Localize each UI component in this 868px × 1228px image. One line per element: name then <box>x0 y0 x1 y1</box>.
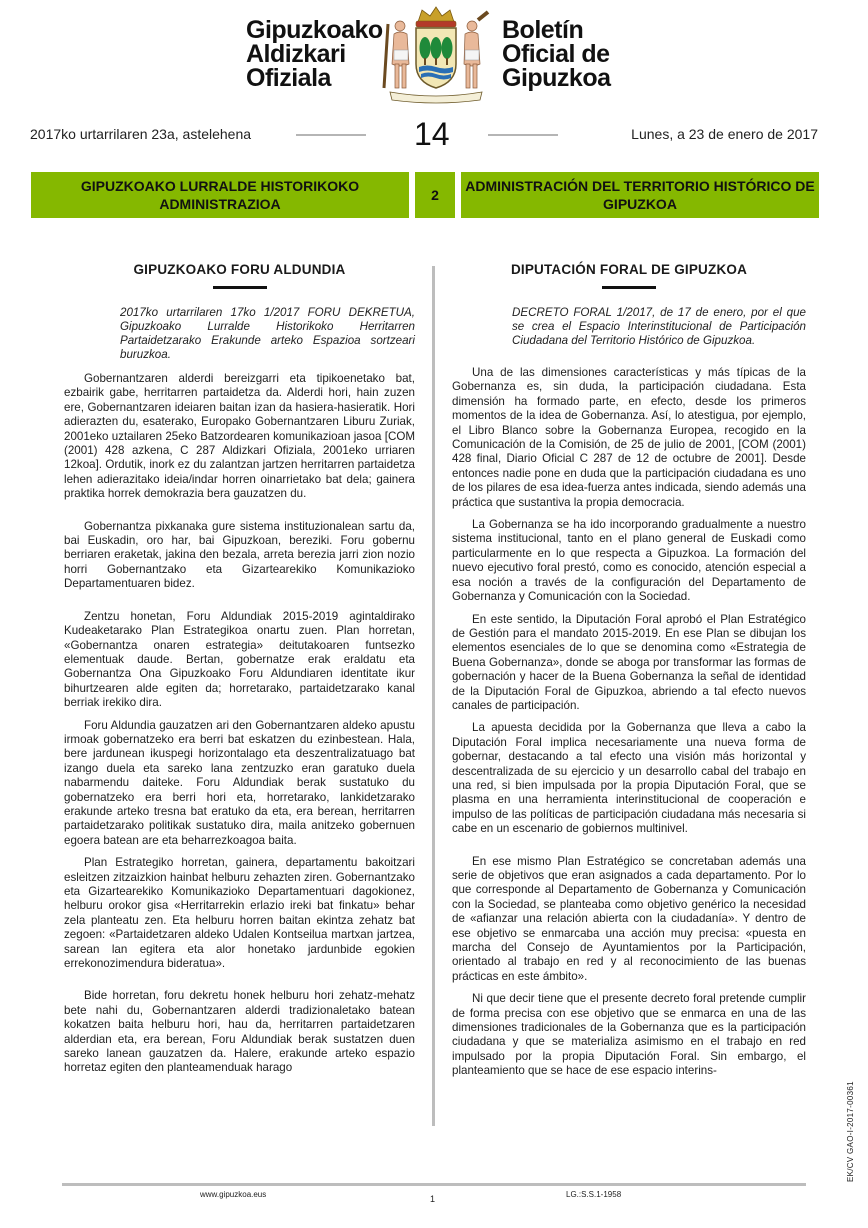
masthead-title-line: Aldizkari <box>246 40 346 68</box>
title-underline <box>213 286 267 289</box>
body-paragraph: Ni que decir tiene que el presente decreto foral pretende cumplir de forma precisa con ese objetivo que se enmarca en una de las dimensiones tradicionales de la Gobernanza que es la participación ciudadana y que se materializa asimismo en el trabajo en red impulsado por la propia Diputación Foral. Sin embargo, el planteamiento que se hace de ese espacio interins- <box>452 992 806 1078</box>
body-paragraph: Zentzu honetan, Foru Aldundiak 2015-2019 agintaldirako Kudeaketarako Plan Estrategikoa onartu zuen. Plan horretan, «Gobernantza onaren estrategia» deitutakoaren funtsezko elementuak daude. Bertan, gobernatze erak eraldatu eta Gobernantza Ona Gipuzkoako Foru Aldundiaren identitate ikur bihurtzearen alde egiten da; horretarako, partaidetzarako kanal berriak irekiko dira. <box>64 609 415 710</box>
issue-number: 14 <box>414 116 450 152</box>
body-paragraph: Gobernantzaren alderdi bereizgarri eta tipikoenetako bat, ezbairik gabe, herritarren partaidetza da. Alderdi hori, hain zuzen ere, Gobernantzaren ideiaren baitan izan da hasiera-hasieratik. Hori adierazten du, esaterako, Europako Gobernantzaren Liburu Zuriak, 2001eko uztailaren 25eko Batzordearen komunikazioan jasoa [COM (2001) 428 azkena, C 287 Aldizkari Ofiziala, 2001eko urriaren 12koa]. Ordutik, inork ez du zalantzan jartzen herritarren partaidetza lehen adierazitako ideia/indar horren oinarrietako bat dela; gainera praktika horrek demokrazia bera gauzatzen du. <box>64 372 415 501</box>
body-paragraph: Foru Aldundia gauzatzen ari den Gobernantzaren aldeko apustu irmoak gobernatzeko era berri bat eskatzen du ezinbestean. Hala, bere jardunean ikuspegi horizontalago eta deszentralizatuago bat izango duela eta sareko lana zentzuzko eran garatuko duela nabarmendu daiteke. Foru Aldundiak berak sustatuko du gobernatzeko era berri hori eta, horretarako, lankidetzarako erakunde arteko tresna bat eratuko da eta, era berean, herritarren partaidetzarako politikak sustatuko dira, maila anitzeko gobernuen egoera batean are eta beharrezkoagoa baita. <box>64 718 415 847</box>
legal-deposit: LG.:S.S.1-1958 <box>566 1190 622 1199</box>
section-number: 2 <box>415 172 455 218</box>
date-spanish: Lunes, a 23 de enero de 2017 <box>631 126 818 142</box>
body-paragraph: Una de las dimensiones características y más típicas de la Gobernanza es, sin duda, la participación ciudadana. Esta dimensión ha formado parte, en efecto, desde los primeros momentos de la idea de Gobernanza. Así, lo atestigua, por ejemplo, el Libro Blanco sobre la Gobernanza Europea, recogido en la Comunicación de la Comisión, de 25 de julio de 2001, [COM (2001) 428 final, Diario Oficial C 287 de 12 de octubre de 2001]. Desde entonces nadie pone en duda que la participación ciudadana es uno de los pilares de esa idea-fuerza antes indicada, siendo además una práctica que sustantiva la propia democracia. <box>452 366 806 509</box>
masthead-title-line: Ofiziala <box>246 64 331 92</box>
masthead-title-line: Gipuzkoako <box>246 16 383 44</box>
dateline-rule <box>296 134 366 136</box>
body-paragraph: En este sentido, la Diputación Foral aprobó el Plan Estratégico de Gestión para el mandato 2015-2019. En ese Plan se dibujan los elementos esenciales de lo que se denomina como «Estrategia de Buena Gobernanza», donde se aboga por transformar las formas de gobernación y hacer de la Buena Gobernanza la señal de identidad de la Diputación Foral de Gipuzkoa, abriendo a tal efecto nuevos canales de participación. <box>452 612 806 712</box>
masthead-title-line: Gipuzkoa <box>502 64 611 92</box>
organization-title: DIPUTACIÓN FORAL DE GIPUZKOA <box>510 262 748 277</box>
dateline-rule <box>488 134 558 136</box>
masthead-title-line: Boletín <box>502 16 584 44</box>
footer-website-link[interactable]: www.gipuzkoa.eus <box>200 1190 267 1199</box>
page-number: 1 <box>430 1194 436 1204</box>
masthead <box>240 4 630 106</box>
body-paragraph: Plan Estrategiko horretan, gainera, departamentu bakoitzari esleitzen zitzaizkion hainbat helburu zehazten ziren. Gobernantzako eta Gizartearekiko Komunikazioko Departamentuari dagokionez, helburu orokor gisa «Herritarrekin erlazio ireki bat finkatu» behar zela planteatu zen. Eta helburu horren baitan ekintza zehatz bat zegoen: «Partaidetzaren aldeko Udalen Kontseilua martxan jartzea, sarean lan egitera eta alor honetako jardunbide egokien errekonozimendura bideratua». <box>64 856 415 971</box>
body-paragraph: En ese mismo Plan Estratégico se concretaban además una serie de objetivos que eran asignados a cada departamento. Por lo que corresponde al Departamento de Gobernanza y Comunicación con la Sociedad, se planteaba como objetivo genérico la necesidad de «afianzar una relación abierta con la ciudadanía». Y dentro de ese objetivo se enmarcaba una acción muy precisa: «puesta en marcha del Consejo de Ayuntamientos por la Participación, orientado al trabajo en red y al reconocimiento de las buenas prácticas en este ámbito». <box>452 854 806 983</box>
dateline <box>0 116 868 152</box>
section-title-basque: GIPUZKOAKO LURRALDE HISTORIKOKO ADMINISTRAZIOA <box>31 172 409 218</box>
body-paragraph: Gobernantza pixkanaka gure sistema instituzionalean sartu da, bai Euskadin, oro har, bai Gipuzkoan, bereziki. Foru gobernu berriaren eraketak, jakina den bezala, arreta berezia jarri zion nozio horri Gobernantzako eta Gizartearekiko Komunikazioko Departamentuaren bidez. <box>64 519 415 591</box>
masthead-title-spanish <box>502 18 611 90</box>
spanish-column <box>452 262 806 1087</box>
masthead-title-basque <box>246 18 383 90</box>
masthead-title-line: Oficial de <box>502 40 610 68</box>
decree-title: DECRETO FORAL 1/2017, de 17 de enero, por el que se crea el Espacio Interinstitucional de Participación Ciudadana del Territorio Histórico de Gipuzkoa. <box>512 306 806 347</box>
document-code: EK/CV GAO-I-2017-00361 <box>846 1081 855 1182</box>
body-paragraph: La apuesta decidida por la Gobernanza que lleva a cabo la Diputación Foral implica necesariamente una nueva forma de gobernar, destacando a tal efecto una visión más horizontal y descentralizada de su ejercicio y un desarrollo cabal del trabajo en una red, si bien impulsada por la propia Diputación Foral, que se plasma en una herramienta interinstitucional de cooperación e impulso de las políticas de participación ciudadana más necesaria si cabe en un escenario de gobiernos multinivel. <box>452 721 806 836</box>
basque-column <box>64 262 415 1084</box>
title-underline <box>602 286 656 289</box>
coat-of-arms-icon <box>380 4 492 104</box>
footer-rule <box>62 1183 806 1186</box>
decree-title: 2017ko urtarrilaren 17ko 1/2017 FORU DEKRETUA, Gipuzkoako Lurralde Historikoko Herritarren Partaidetzarako Erakunde arteko Espazioa sortzeari buruzkoa. <box>120 306 415 361</box>
body-paragraph: La Gobernanza se ha ido incorporando gradualmente a nuestro sistema institucional, tanto en el plano general de Euskadi como particularmente en lo que respecta a Gipuzkoa. La formación del nuevo ejecutivo foral prestó, como es conocido, atención especial a esa noción a través de la configuración del Departamento de Gobernanza y Comunicación con la Sociedad. <box>452 518 806 604</box>
column-divider <box>432 266 435 1126</box>
organization-title: GIPUZKOAKO FORU ALDUNDIA <box>133 262 346 277</box>
section-title-spanish: ADMINISTRACIÓN DEL TERRITORIO HISTÓRICO DE GIPUZKOA <box>461 172 819 218</box>
date-basque: 2017ko urtarrilaren 23a, astelehena <box>30 126 252 142</box>
body-paragraph: Bide horretan, foru dekretu honek helburu hori zehatz-mehatz bete nahi du, Gobernantzaren alderdi tradizionaletako batean kokatzen baita helburu hori, hau da, herritarren partaidetzaren alderdian eta, era berean, Foru Aldundiak berak sustatzen duen sareko lanean gauzatzen da. Halere, erakunde arteko espazio horretaz egiten den planteamenduak harago <box>64 989 415 1075</box>
